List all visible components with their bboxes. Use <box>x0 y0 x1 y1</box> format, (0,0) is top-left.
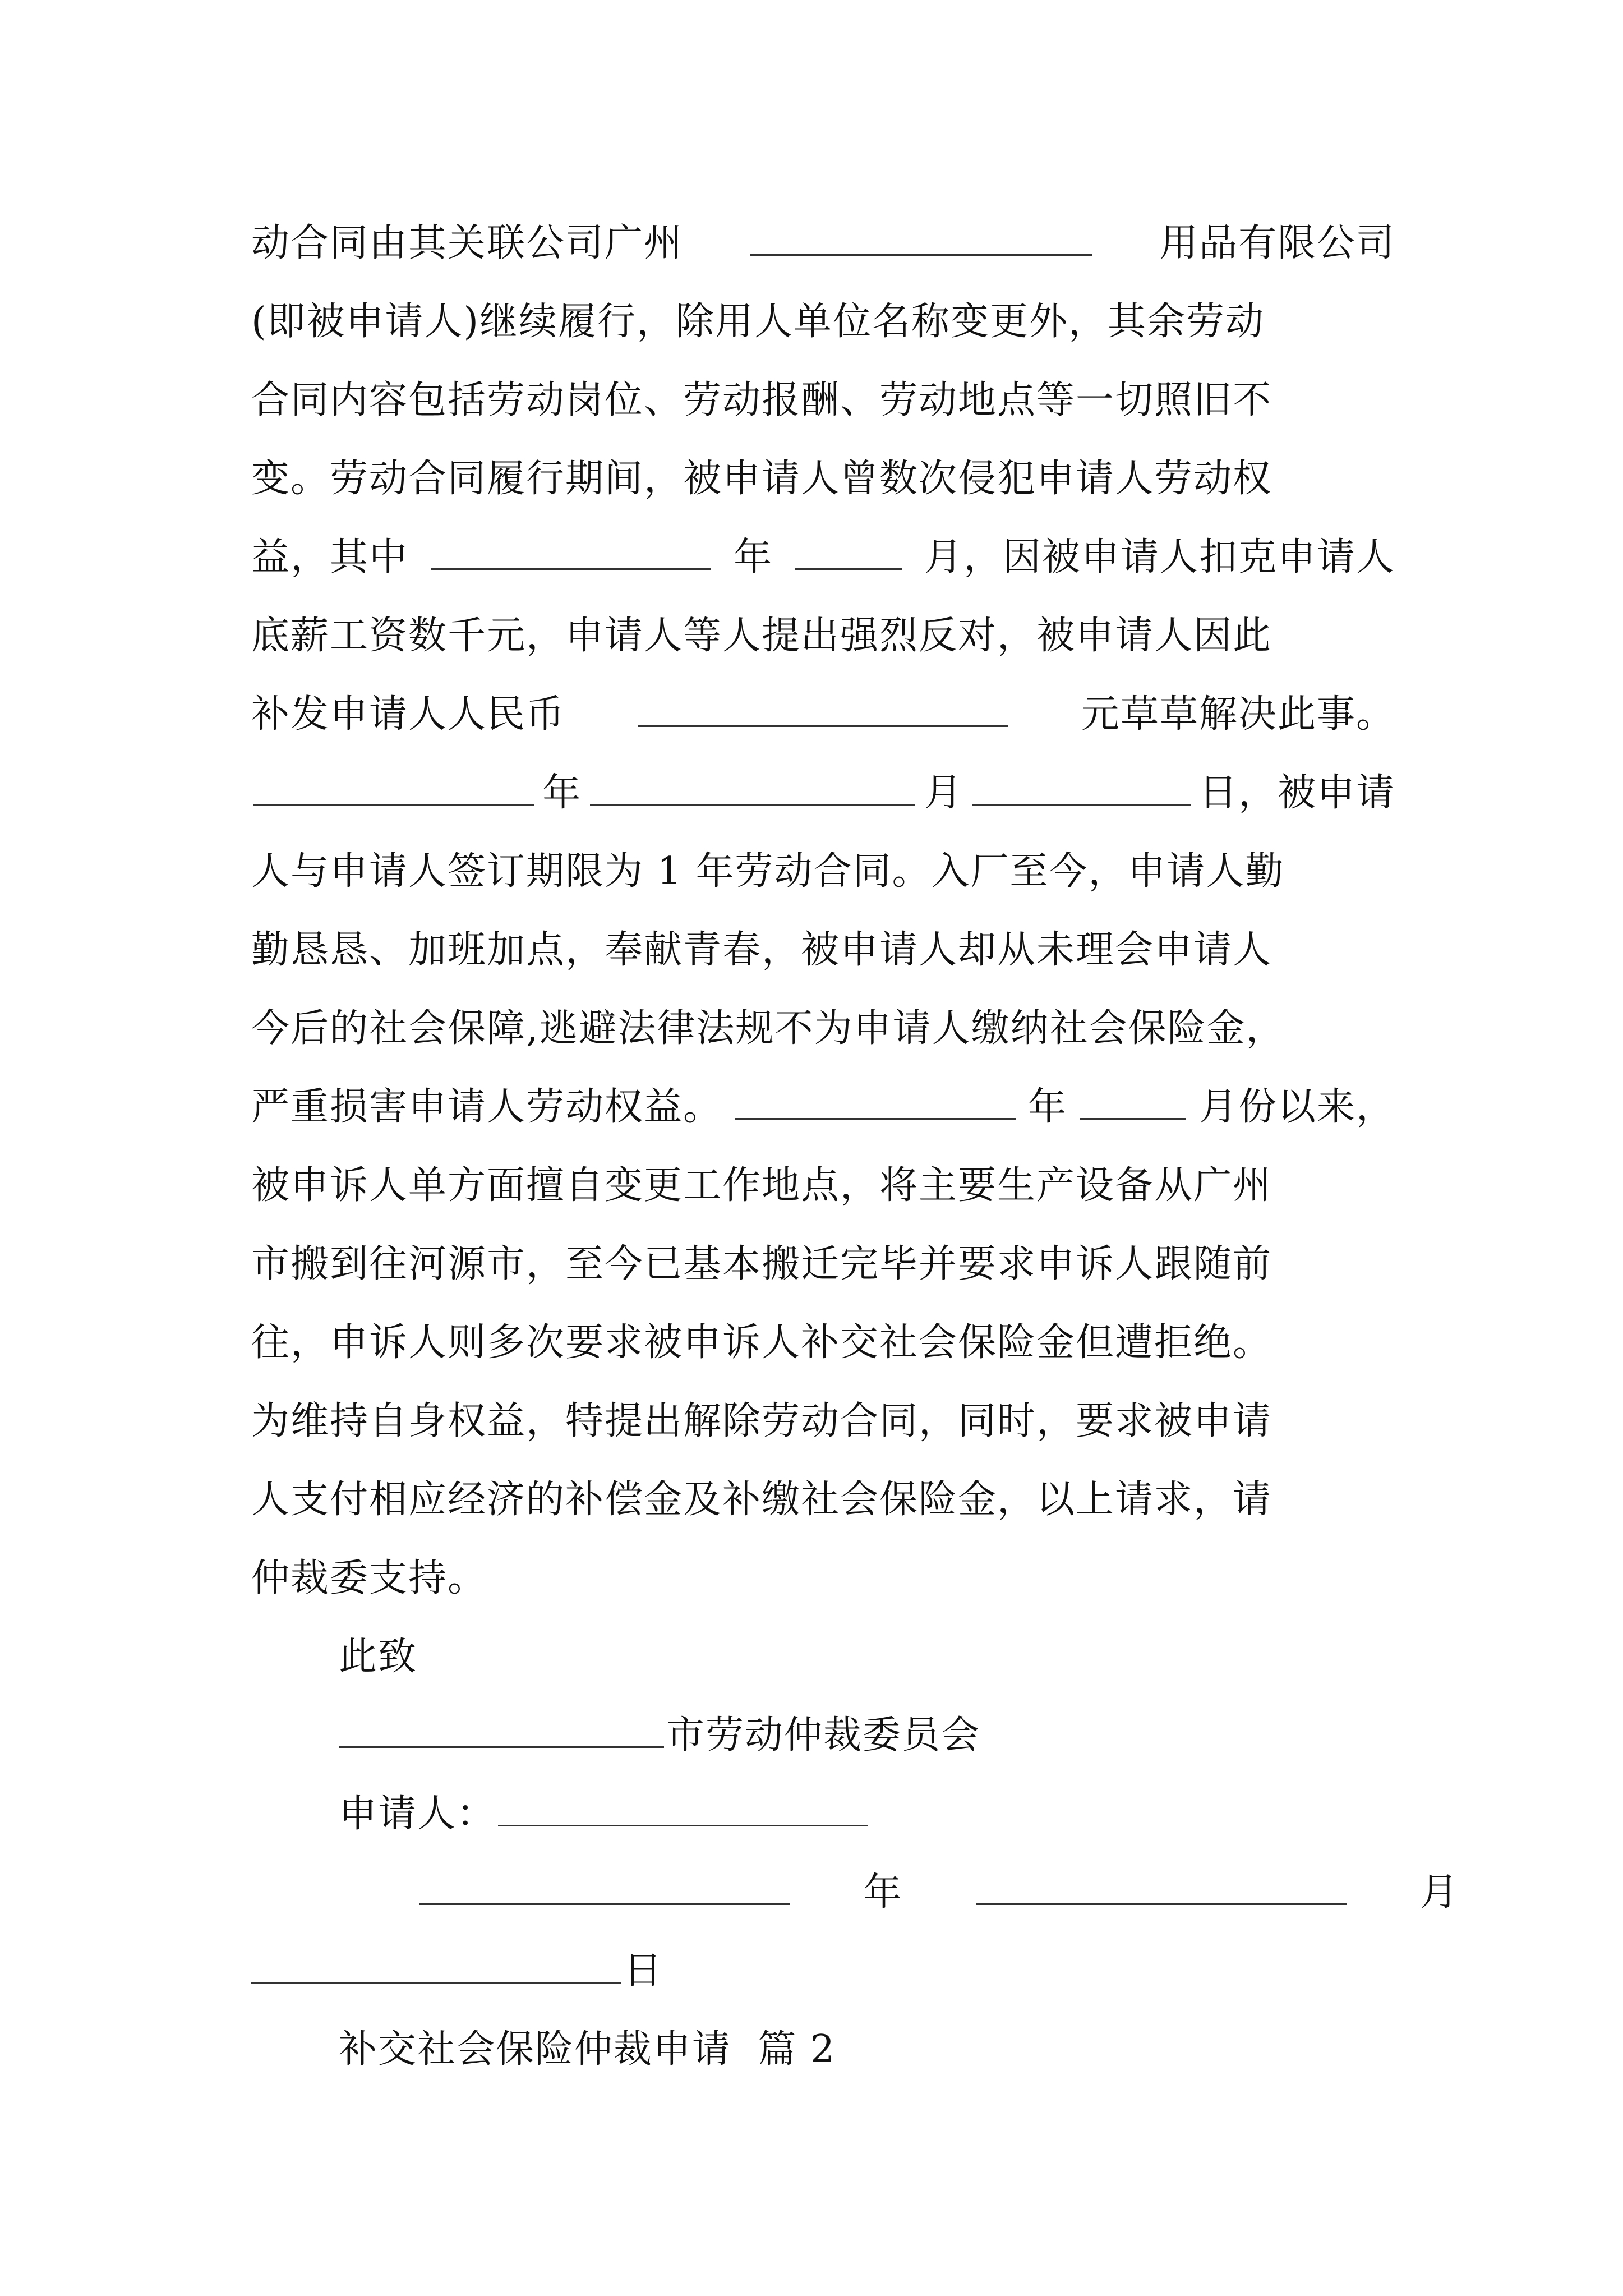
salutation <box>339 1623 1483 1691</box>
text-run: 用品有限公司 <box>1159 221 1395 265</box>
date-year-label: 年 <box>863 1870 903 1915</box>
text-run: 合同内容包括劳动岗位、劳动报酬、劳动地点等一切照旧不 <box>251 378 1272 422</box>
text-run: 人支付相应经济的补偿金及补缴社会保险金，以上请求，请 <box>251 1478 1272 1522</box>
year-blank <box>735 1083 1016 1120</box>
body-line <box>251 838 1395 905</box>
city-blank <box>339 1711 664 1748</box>
text-run: 月份以来， <box>1198 1085 1395 1129</box>
text-run: 严重损害申请人劳动权益。 <box>251 1085 723 1129</box>
day-blank <box>251 1947 621 1984</box>
amount-blank <box>638 691 1008 727</box>
applicant-label: 申请人： <box>339 1792 496 1836</box>
body-line <box>251 524 1395 591</box>
body-line <box>251 1545 1395 1612</box>
text-run: 补发申请人人民币 <box>251 692 566 737</box>
heading-text: 补交社会保险仲裁申请 篇 2 <box>339 2027 836 2072</box>
text-run: 被申诉人单方面擅自变更工作地点，将主要生产设备从广州 <box>251 1163 1272 1208</box>
text-run: 人与申请人签订期限为 1 年劳动合同。入厂至今，申请人勤 <box>251 849 1285 894</box>
text-run: 年 <box>733 535 773 579</box>
text-run: 变。劳动合同履行期间，被申请人曾数次侵犯申请人劳动权 <box>251 457 1272 501</box>
text-run: 月，因被申请人扣克申请人 <box>924 535 1395 579</box>
text-run: 仲裁委支持。 <box>251 1556 487 1600</box>
date-line <box>419 1859 1459 1926</box>
text-run: 市搬到往河源市，至今已基本搬迁完毕并要求申诉人跟随前 <box>251 1242 1272 1286</box>
month-blank <box>795 533 902 570</box>
month-blank <box>1080 1083 1186 1120</box>
text-run: 今后的社会保障,逃避法律法规不为申请人缴纳社会保险金， <box>251 1006 1285 1051</box>
body-line <box>251 367 1395 434</box>
body-line <box>251 602 1395 670</box>
year-blank <box>431 533 711 570</box>
month-blank <box>590 769 915 806</box>
applicant-line <box>339 1780 1483 1848</box>
month-blank <box>976 1869 1347 1905</box>
day-line <box>251 1938 1395 2005</box>
body-line <box>251 1231 1395 1298</box>
body-line <box>251 210 1395 277</box>
text-run: 日，被申请 <box>1198 771 1395 815</box>
body-line <box>251 1388 1395 1455</box>
text-run: 往，申诉人则多次要求被申诉人补交社会保险金但遭拒绝。 <box>251 1320 1272 1365</box>
body-line <box>251 1074 1395 1141</box>
body-line <box>251 1309 1395 1377</box>
text-run: 年 <box>1027 1085 1067 1129</box>
body-line <box>251 917 1395 984</box>
body-line <box>251 760 1395 827</box>
body-line <box>251 445 1395 513</box>
text-run: 年 <box>542 771 582 815</box>
text-run: 动合同由其关联公司广州 <box>251 221 684 265</box>
text-run: 底薪工资数千元，申请人等人提出强烈反对，被申请人因此 <box>251 614 1272 658</box>
body-line <box>251 288 1395 356</box>
company-name-blank <box>750 219 1092 256</box>
text-run: (即被申请人)继续履行，除用人单位名称变更外，其余劳动 <box>251 300 1265 344</box>
text-run: 为维持自身权益，特提出解除劳动合同，同时，要求被申请 <box>251 1399 1272 1443</box>
recipient-suffix: 市劳动仲裁委员会 <box>666 1713 981 1757</box>
body-line <box>251 995 1395 1062</box>
year-blank <box>419 1869 790 1905</box>
salutation-text: 此致 <box>339 1635 418 1679</box>
date-day-label: 日 <box>624 1949 663 1993</box>
body-line <box>251 681 1395 748</box>
body-line <box>251 1466 1395 1534</box>
text-run: 勤恳恳、加班加点，奉献青春，被申请人却从未理会申请人 <box>251 928 1272 972</box>
body-line <box>251 1152 1395 1220</box>
day-blank <box>972 769 1191 806</box>
text-run: 元草草解决此事。 <box>1081 692 1395 737</box>
year-blank <box>253 769 534 806</box>
text-run: 益，其中 <box>251 535 409 579</box>
applicant-name-blank <box>498 1790 868 1826</box>
next-section-heading <box>339 2016 1483 2083</box>
date-month-label: 月 <box>1419 1870 1459 1915</box>
recipient-line <box>339 1702 1483 1769</box>
text-run: 月 <box>924 771 963 815</box>
